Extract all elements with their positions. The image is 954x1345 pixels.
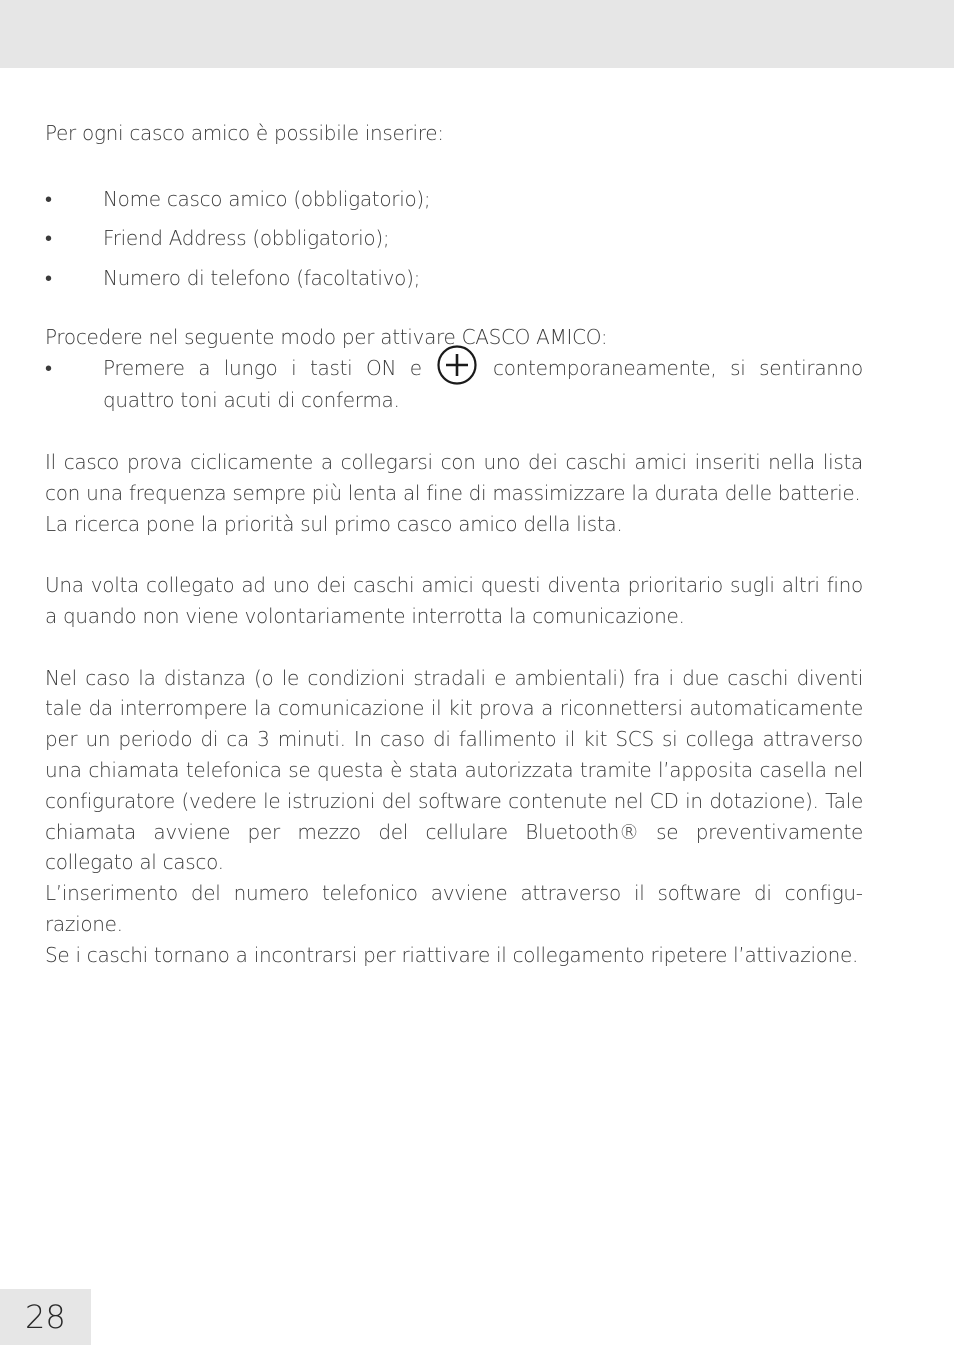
paragraph-phone-number: L’inserimento del numero telefonico avviene attraverso il software di configurazione.	[45, 881, 863, 936]
list-item: • Friend Address (obbligatorio);	[45, 219, 863, 259]
step-text-after: contemporaneamente, si sentiranno quattro toni acuti di conferma.	[103, 355, 863, 413]
paragraph-priority: La ricerca pone la priorità sul primo casco amico della lista.	[45, 511, 623, 536]
paragraph-reactivation: Se i caschi tornano a incontrarsi per riattivare il collegamento ripetere l’attivazione.	[45, 942, 859, 967]
intro-text: Per ogni casco amico è possibile inserire:	[45, 121, 444, 145]
paragraph-connected: Una volta collegato ad uno dei caschi amici questi diventa prioritario sugli altri fino a quando non viene volontariamente interrotta la comunicazione.	[45, 573, 863, 628]
list-item: • Nome casco amico (obbligatorio);	[45, 180, 863, 220]
step-text-before: Premere a lungo i tasti ON e	[103, 355, 422, 380]
page-number: 28	[0, 1289, 91, 1345]
fields-list	[45, 180, 863, 299]
list-item: • Numero di telefono (facoltativo);	[45, 259, 863, 299]
plus-circle-icon	[437, 345, 477, 385]
page-content	[45, 118, 863, 971]
paragraph-cycle: Il casco prova ciclicamente a collegarsi con uno dei caschi amici inseriti nella lista con una frequenza sempre più lenta al fine di massimizzare la durata delle batterie.	[45, 449, 863, 505]
procedure-list	[45, 353, 863, 416]
procedure-heading: Procedere nel seguente modo per attivare CASCO AMICO:	[45, 325, 608, 350]
procedure-step	[45, 353, 863, 416]
paragraph-distance: Nel caso la distanza (o le condizioni stradali e ambientali) fra i due caschi diventi tale da interrompere la comunicazione il kit prova a riconnettersi automaticamente per un periodo di ca 3 minuti. In caso di fallimento il kit SCS si collega attraverso una chiamata telefonica se questa è stata autorizzata tramite l’apposita casella nel configuratore (vedere le istruzioni del software contenute nel CD in dotazione). Tale chiamata avviene per mezzo del cellulare Bluetooth® se preventivamente collegato al casco.	[45, 665, 863, 875]
header-band	[0, 0, 954, 68]
